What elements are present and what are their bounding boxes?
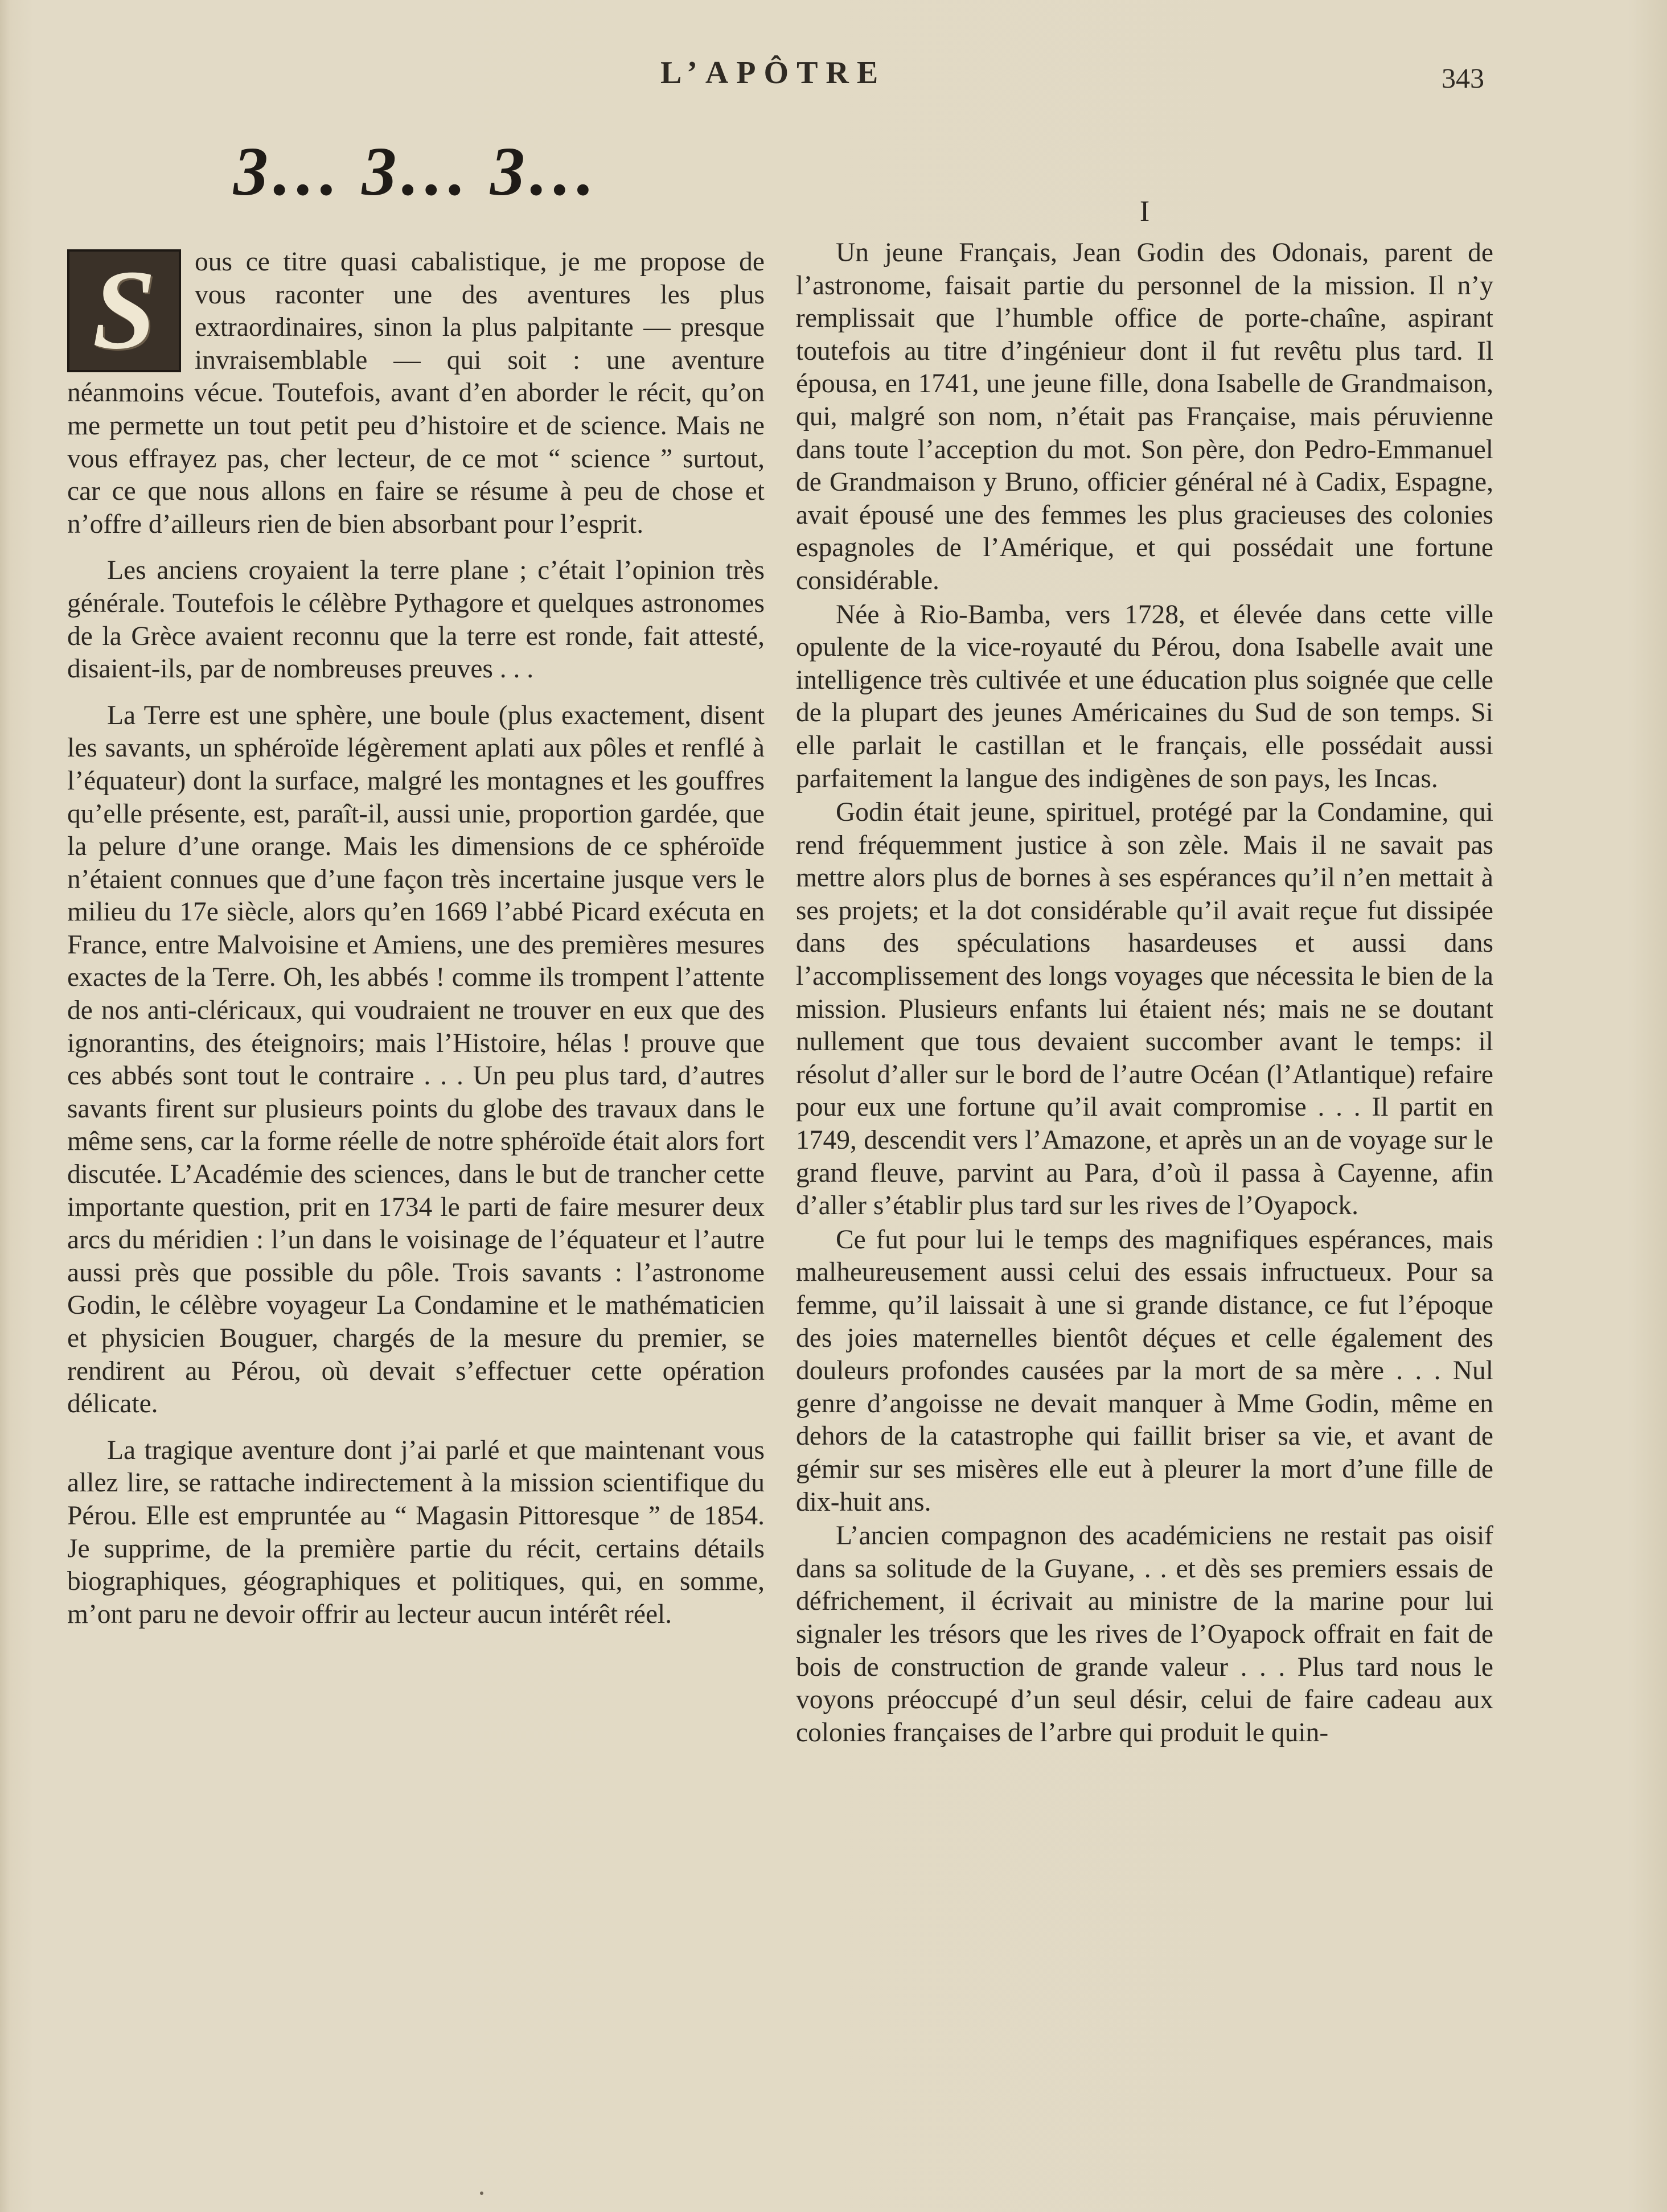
section-numeral: I	[1139, 195, 1150, 228]
paragraph: Un jeune Français, Jean Godin des Odonais, parent de l’astronome, faisait partie du personnel de la mission. Il n’y remplissait que l’humble office de porte-chaîne, aspirant toutefois au titre d’ingénieur dont il fut revêtu plus tard. Il épousa, en 1741, une jeune fille, dona Isabelle de Grandmaison, qui, malgré son nom, n’était pas Française, mais péruvienne dans toute l’acception du mot. Son père, don Pedro-Emmanuel de Grandmaison y Bruno, officier général né à Cadix, Espagne, avait épousé une des femmes les plus gracieuses des colonies espagnoles de l’Amérique, et qui possédait une fortune considérable.	[796, 238, 1493, 595]
paragraph-text: ous ce titre quasi cabalistique, je me propose de vous raconter une des aventures les plus extraordinaires, sinon la plus palpitante — presque invraisemblable — qui soit : une aventure néanmoins vécue. Toutefois, avant d’en aborder le récit, qu’on me permette un tout petit peu d’histoire et de science. Mais ne vous effrayez pas, cher lecteur, de ce mot “ science ” surtout, car ce que nous allons en faire se résume à peu de chose et n’offre d’ailleurs rien de bien absorbant pour l’esprit.	[67, 247, 765, 539]
ink-speck	[480, 2192, 483, 2195]
left-column	[67, 246, 765, 1644]
article-title: 3… 3… 3…	[233, 133, 599, 210]
right-column	[796, 194, 1493, 1750]
paragraph	[67, 246, 765, 541]
paragraph: Née à Rio-Bamba, vers 1728, et élevée dans cette ville opulente de la vice-royauté du Pérou, dona Isabelle avait une intelligence très cultivée et une éducation plus soignée que celle de la plupart des jeunes Américaines du Sud de son temps. Si elle parlait le castillan et le français, elle possédait aussi parfaitement la langue des indigènes de son pays, les Incas.	[796, 599, 1493, 793]
paragraph: Les anciens croyaient la terre plane ; c’était l’opinion très générale. Toutefois le célèbre Pythagore et quelques astronomes de la Grèce avaient reconnu que la terre est ronde, fait attesté, disaient-ils, par de nombreuses preuves . . .	[67, 556, 765, 684]
paragraph: Ce fut pour lui le temps des magnifiques espérances, mais malheureusement aussi celui des essais infructueux. Pour sa femme, qu’il laissait à une si grande distance, ce fut l’époque des joies maternelles bientôt déçues et celle également des douleurs profondes causées par la mort de sa mère . . . Nul genre d’angoisse ne devait manquer à Mme Godin, même en dehors de la catastrophe qui faillit briser sa vie, et avant de gémir sur ses misères elle eut à pleurer la mort d’une fille de dix-huit ans.	[796, 1224, 1493, 1517]
page-number: 343	[1442, 62, 1484, 94]
running-head: L’APÔTRE	[660, 55, 886, 91]
paragraph: L’ancien compagnon des académiciens ne restait pas oisif dans sa solitude de la Guyane, . . et dès ses premiers essais de défrichement, il écrivait au ministre de la marine pour lui signaler les trésors que les rives de l’Oyapock offrait en fait de bois de construction de grande valeur . . . Plus tard nous le voyons préoccupé d’un seul désir, celui de faire cadeau aux colonies françaises de l’arbre qui produit le quin-	[796, 1521, 1493, 1748]
paragraph: La Terre est une sphère, une boule (plus exactement, disent les savants, un sphéroïde légèrement aplati aux pôles et renflé à l’équateur) dont la surface, malgré les montagnes et les gouffres qu’elle présente, est, paraît-il, aussi unie, proportion gardée, que la pelure d’une orange. Mais les dimensions de ce sphéroïde n’étaient connues que d’une façon très incertaine jusque vers le milieu du 17e siècle, alors qu’en 1669 l’abbé Picard exécuta en France, entre Malvoisine et Amiens, une des premières mesures exactes de la Terre. Oh, les abbés ! comme ils trompent l’attente de nos anti-cléricaux, qui voudraient ne trouver en eux que des ignorantins, des éteignoirs; mais l’Histoire, hélas ! prouve que ces abbés sont tout le contraire . . . Un peu plus tard, d’autres savants firent sur plusieurs points du globe des travaux dans le même sens, car la forme réelle de notre sphéroïde était alors fort discutée. L’Académie des sciences, dans le but de trancher cette importante question, prit en 1734 le parti de faire mesurer deux arcs du méridien : l’un dans le voisinage de l’équateur et l’autre aussi près que possible du pôle. Trois savants : l’astronome Godin, le célèbre voyageur La Condamine et le mathématicien et physicien Bouguer, chargés de la mesure du premier, se rendirent au Pérou, où devait s’effectuer cette opération délicate.	[67, 700, 765, 1419]
paragraph: La tragique aventure dont j’ai parlé et que maintenant vous allez lire, se rattache indirectement à la mission scientifique du Pérou. Elle est empruntée au “ Magasin Pittoresque ” de 1854. Je supprime, de la première partie du récit, certains détails biographiques, géographiques et politiques, qui, en somme, m’ont paru ne devoir offrir au lecteur aucun intérêt réel.	[67, 1435, 765, 1629]
ornamental-dropcap: S	[67, 249, 181, 372]
paragraph: Godin était jeune, spirituel, protégé par la Condamine, qui rend fréquemment justice à son zèle. Mais il ne savait pas mettre alors plus de bornes à ses espérances qu’il n’en mettait à ses projets; et la dot considérable qu’il avait reçue fut dissipée dans des spéculations hasardeuses et aussi dans l’accomplissement des longs voyages que nécessita le bien de la mission. Plusieurs enfants lui étaient nés; mais ne se doutant nullement que tous devaient succomber avant le temps: il résolut d’aller sur le bord de l’autre Océan (l’Atlantique) refaire pour eux une fortune qu’il avait compromise . . . Il partit en 1749, descendit vers l’Amazone, et après un an de voyage sur le grand fleuve, parvint au Para, d’où il passa à Cayenne, afin d’aller s’établir plus tard sur les rives de l’Oyapock.	[796, 797, 1493, 1221]
